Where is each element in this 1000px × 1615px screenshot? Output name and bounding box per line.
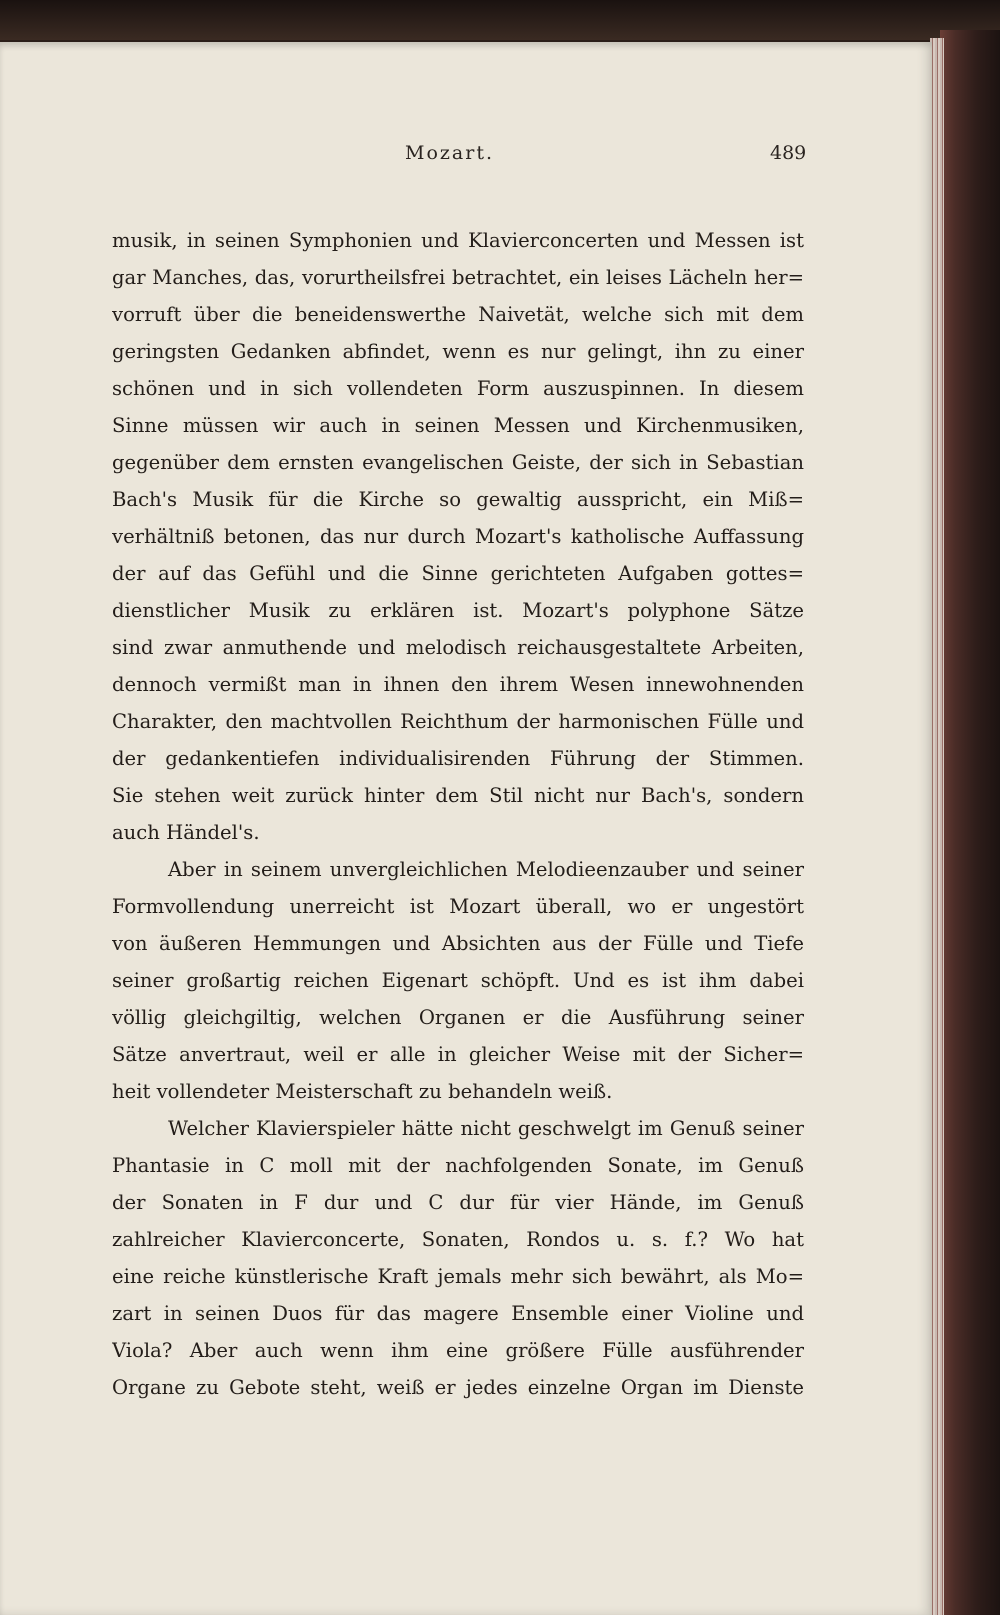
book-cover-edge [940,30,1000,1615]
page-number: 489 [770,142,807,164]
text-line: der auf das Gefühl und die Sinne gerichteten Aufgaben gottes= [112,562,804,585]
text-line: zahlreicher Klavierconcerte, Sonaten, Rondos u. s. f.? Wo hat [112,1228,804,1251]
body-text [112,222,804,1406]
running-head-title: Mozart. [405,142,494,164]
text-line: Aber in seinem unvergleichlichen Melodieenzauber und seiner [168,858,804,881]
text-line: sind zwar anmuthende und melodisch reichausgestaltete Arbeiten, [112,636,804,659]
paragraph [112,1110,804,1406]
text-line: Viola? Aber auch wenn ihm eine größere Fülle ausführender [112,1339,804,1362]
text-line: Phantasie in C moll mit der nachfolgenden Sonate, im Genuß [112,1154,804,1177]
text-line: Sätze anvertraut, weil er alle in gleicher Weise mit der Sicher= [112,1043,804,1066]
binding-top-edge [0,0,1000,40]
text-line: Charakter, den machtvollen Reichthum der harmonischen Fülle und [112,710,804,733]
text-line: dennoch vermißt man in ihnen den ihrem Wesen innewohnenden [112,673,804,696]
text-line: Welcher Klavierspieler hätte nicht geschwelgt im Genuß seiner [168,1117,804,1140]
text-line: gar Manches, das, vorurtheilsfrei betrachtet, ein leises Lächeln her= [112,266,804,289]
text-line: heit vollendeter Meisterschaft zu behandeln weiß. [112,1080,613,1103]
page-edges [930,38,944,1615]
paragraph [112,851,804,1110]
text-line: vorruft über die beneidenswerthe Naivetät, welche sich mit dem [112,303,804,326]
text-line: geringsten Gedanken abfindet, wenn es nur gelingt, ihn zu einer [112,340,804,363]
text-line: von äußeren Hemmungen und Absichten aus der Fülle und Tiefe [112,932,804,955]
text-line: eine reiche künstlerische Kraft jemals mehr sich bewährt, als Mo= [112,1265,804,1288]
text-line: der gedankentiefen individualisirenden Führung der Stimmen. [112,747,804,770]
text-line: völlig gleichgiltig, welchen Organen er die Ausführung seiner [112,1006,804,1029]
text-line: gegenüber dem ernsten evangelischen Geiste, der sich in Sebastian [112,451,804,474]
text-line: musik, in seinen Symphonien und Klavierconcerten und Messen ist [112,229,804,252]
text-line: Sie stehen weit zurück hinter dem Stil nicht nur Bach's, sondern [112,784,804,807]
text-line: verhältniß betonen, das nur durch Mozart's katholische Auffassung [112,525,804,548]
text-line: Sinne müssen wir auch in seinen Messen und Kirchenmusiken, [112,414,804,437]
text-line: Formvollendung unerreicht ist Mozart überall, wo er ungestört [112,895,804,918]
text-line: seiner großartig reichen Eigenart schöpft. Und es ist ihm dabei [112,969,804,992]
text-line: Bach's Musik für die Kirche so gewaltig ausspricht, ein Miß= [112,488,804,511]
running-head [0,142,932,182]
text-line: der Sonaten in F dur und C dur für vier Hände, im Genuß [112,1191,804,1214]
text-line: Organe zu Gebote steht, weiß er jedes einzelne Organ im Dienste [112,1376,804,1399]
text-line: auch Händel's. [112,821,260,844]
text-line: zart in seinen Duos für das magere Ensemble einer Violine und [112,1302,804,1325]
text-line: dienstlicher Musik zu erklären ist. Mozart's polyphone Sätze [112,599,804,622]
paragraph [112,222,804,851]
book-page [0,42,932,1615]
text-line: schönen und in sich vollendeten Form auszuspinnen. In diesem [112,377,804,400]
